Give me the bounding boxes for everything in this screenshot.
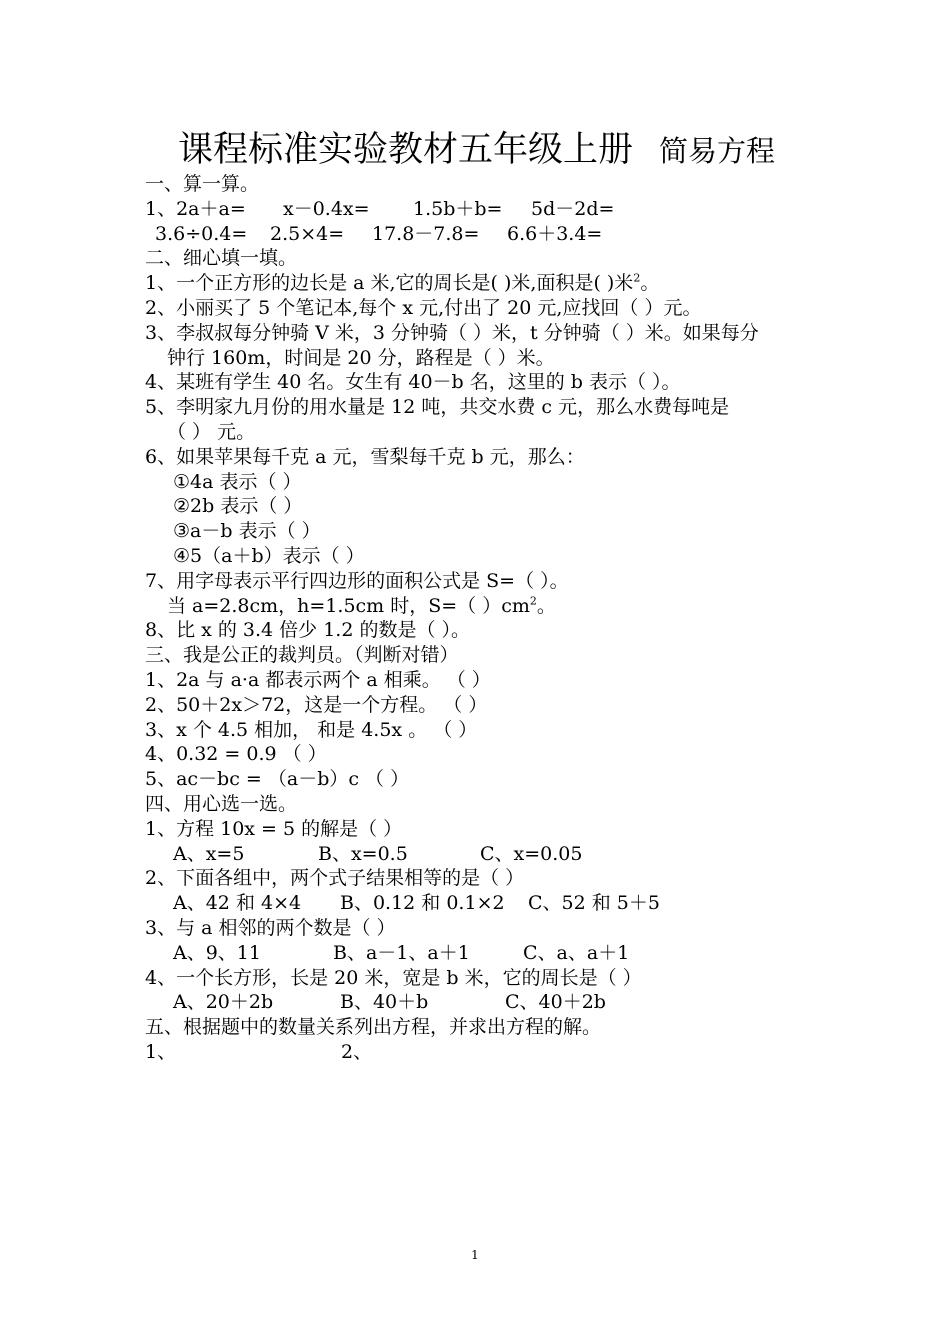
- choice-option: B、a－1、a＋1: [333, 941, 470, 964]
- equation-item: 1、: [145, 1040, 177, 1063]
- title-main: 课程标准实验教材五年级上册: [178, 130, 634, 170]
- calc-item: x－0.4x=: [283, 197, 370, 220]
- fill-question-5-line2: （ ） 元。: [167, 420, 256, 443]
- choice-option: B、x=0.5: [318, 842, 408, 865]
- fill-question-2: 2、小丽买了 5 个笔记本,每个 x 元,付出了 20 元,应找回（ ）元。: [145, 296, 702, 319]
- judge-question-1: 1、2a 与 a·a 都表示两个 a 相乘。 （ ）: [145, 668, 491, 691]
- choice-option: C、52 和 5＋5: [528, 892, 660, 915]
- title-sub: 简易方程: [659, 134, 776, 168]
- choice-options-1: [145, 842, 825, 867]
- fill-question-6: 6、如果苹果每千克 a 元，雪梨每千克 b 元，那么：: [145, 445, 585, 468]
- equation-item: 2、: [341, 1040, 373, 1063]
- section2-heading: 二、细心填一填。: [145, 247, 298, 270]
- fill-question-6-part4: ④5（a＋b）表示（ ）: [173, 544, 365, 567]
- calc-row-1: [145, 197, 825, 222]
- choice-option: B、40＋b: [340, 991, 429, 1014]
- fill-question-8: 8、比 x 的 3.4 倍少 1.2 的数是（ ）。: [145, 619, 471, 642]
- superscript: 2: [633, 271, 641, 285]
- choice-option: A、9、11: [173, 941, 261, 964]
- judge-question-5: 5、ac－bc = （a－b）c （ ）: [145, 768, 410, 791]
- fill-question-3-line2: 钟行 160m，时间是 20 分，路程是（ ）米。: [167, 346, 555, 369]
- fill-question-6-part2: ②2b 表示（ ）: [173, 495, 303, 518]
- question-text: 当 a=2.8cm，h=1.5cm 时，S=（ ）cm: [167, 594, 530, 617]
- fill-question-3-line1: 3、李叔叔每分钟骑 V 米，3 分钟骑（ ）米，t 分钟骑（ ）米。如果每分: [145, 321, 759, 344]
- judge-question-4: 4、0.32 = 0.9 （ ）: [145, 743, 327, 766]
- choice-option: B、0.12 和 0.1×2: [340, 892, 505, 915]
- judge-question-3: 3、x 个 4.5 相加， 和是 4.5x 。 （ ）: [145, 718, 478, 741]
- choice-options-2: [145, 891, 825, 916]
- choice-option: A、x=5: [173, 842, 245, 865]
- fill-question-7-line1: 7、用字母表示平行四边形的面积公式是 S=（ ）。: [145, 569, 569, 592]
- fill-question-6-part1: ①4a 表示（ ）: [173, 470, 302, 493]
- page-number: 1: [471, 1248, 479, 1262]
- calc-item: 3.6÷0.4=: [155, 222, 248, 245]
- choice-options-4: [145, 990, 825, 1015]
- section5-heading: 五、根据题中的数量关系列出方程，并求出方程的解。: [145, 1016, 602, 1039]
- choice-option: A、42 和 4×4: [173, 892, 302, 915]
- calc-item: 1.5b＋b=: [413, 197, 503, 220]
- choice-option: A、20＋2b: [173, 991, 274, 1014]
- question-text: 。: [536, 594, 556, 617]
- fill-question-1: [145, 271, 825, 296]
- question-text: 。: [640, 272, 660, 295]
- choice-question-4: 4、一个长方形，长是 20 米，宽是 b 米，它的周长是（ ）: [145, 966, 642, 989]
- question-text: 1、一个正方形的边长是 a 米,它的周长是( )米,面积是( )米: [145, 272, 634, 295]
- fill-question-6-part3: ③a－b 表示（ ）: [173, 520, 321, 543]
- choice-question-2: 2、下面各组中，两个式子结果相等的是（ ）: [145, 867, 525, 890]
- choice-question-3: 3、与 a 相邻的两个数是（ ）: [145, 916, 396, 939]
- page-title: [178, 128, 798, 173]
- fill-question-4: 4、某班有学生 40 名。女生有 40－b 名，这里的 b 表示（ ）。: [145, 371, 681, 394]
- choice-question-1: 1、方程 10x = 5 的解是（ ）: [145, 817, 403, 840]
- calc-item: 6.6＋3.4=: [507, 222, 603, 245]
- calc-item: 1、2a＋a=: [145, 197, 246, 220]
- calc-item: 2.5×4=: [270, 222, 345, 245]
- section3-heading: 三、我是公正的裁判员。（判断对错）: [145, 644, 459, 667]
- fill-question-7-line2: [145, 594, 825, 619]
- fill-question-5-line1: 5、李明家九月份的用水量是 12 吨，共交水费 c 元，那么水费每吨是: [145, 396, 730, 419]
- calc-row-2: [145, 222, 825, 247]
- choice-option: C、40＋2b: [505, 991, 606, 1014]
- equation-items: [145, 1040, 825, 1065]
- section1-heading: 一、算一算。: [145, 173, 260, 195]
- judge-question-2: 2、50＋2x＞72，这是一个方程。 （ ）: [145, 693, 488, 716]
- choice-option: C、x=0.05: [480, 842, 583, 865]
- choice-options-3: [145, 941, 825, 966]
- worksheet-content: [145, 172, 825, 1065]
- section4-heading: 四、用心选一选。: [145, 792, 298, 815]
- calc-item: 5d－2d=: [531, 197, 615, 220]
- choice-option: C、a、a＋1: [523, 941, 630, 964]
- superscript: 2: [529, 594, 537, 608]
- calc-item: 17.8－7.8=: [372, 222, 480, 245]
